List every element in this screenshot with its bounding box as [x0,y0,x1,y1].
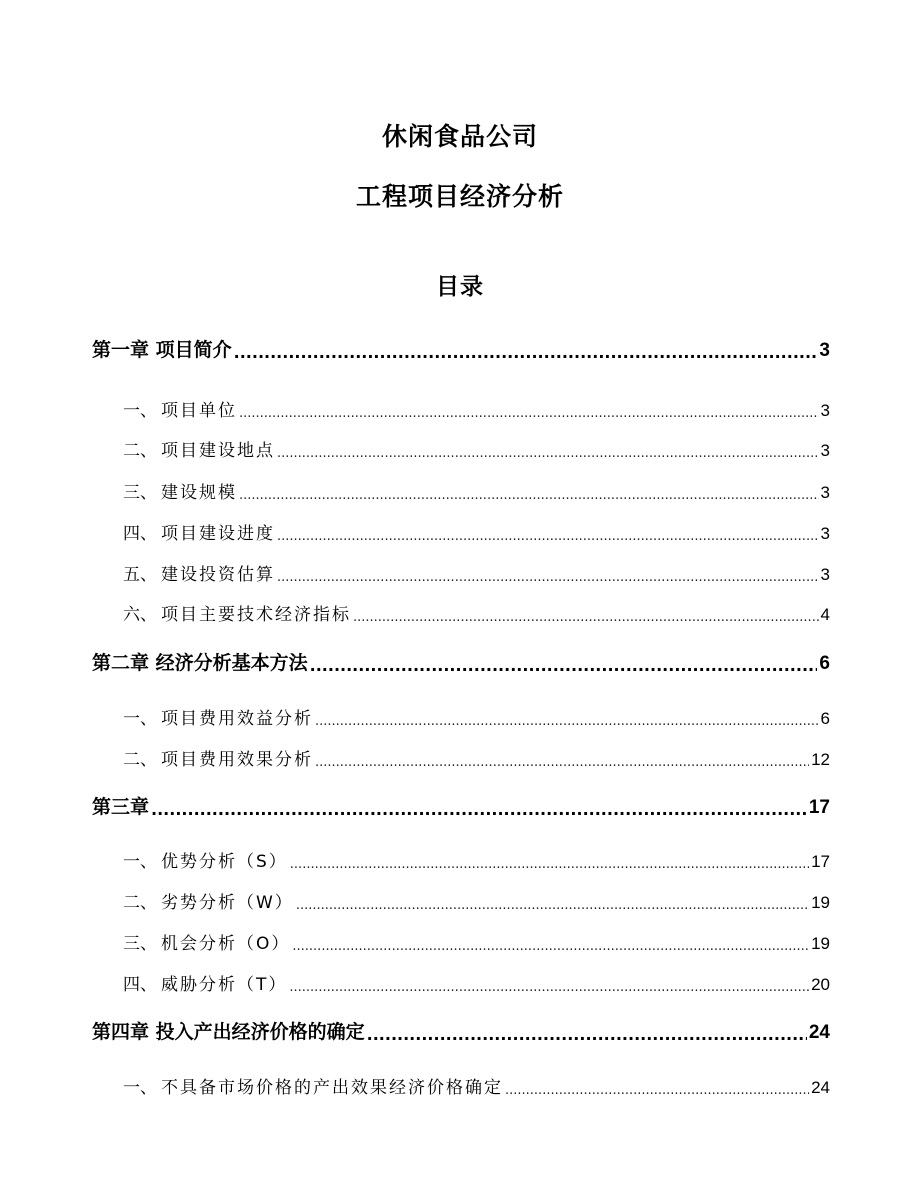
toc-dot-leader [277,570,819,585]
toc-entry-label: 不具备市场价格的产出效果经济价格确定 [161,1078,503,1098]
toc-page-number: 17 [808,797,830,818]
toc-entry-number: 一、 [123,1078,157,1098]
toc-dot-leader [277,446,819,461]
toc-page-number: 3 [820,441,830,460]
toc-page-number: 6 [820,709,830,728]
toc-entry-label: 劣势分析（W） [161,893,294,913]
toc-page-number: 24 [811,1078,830,1097]
toc-entry-label: 项目建设地点 [161,441,275,461]
toc-dot-leader [310,656,818,675]
toc-dot-leader [290,857,809,872]
toc-dot-leader [289,980,809,995]
toc-page-number: 20 [811,975,830,994]
company-title: 休闲食品公司 [381,122,538,151]
toc-entry-label: 优势分析（S） [161,852,288,872]
toc-entry-number: 四、 [123,524,157,544]
toc-page-number: 19 [811,934,830,953]
toc-entry-label: 项目单位 [161,401,237,421]
toc-page-number: 3 [820,524,830,543]
toc-dot-leader [315,714,819,729]
toc-dot-leader [315,755,809,770]
toc-dot-leader [234,343,818,362]
toc-page-number: 24 [808,1022,830,1043]
toc-entry-number: 二、 [123,893,157,913]
toc-section-3-2[interactable] [123,887,830,913]
toc-dot-leader [151,800,807,819]
toc-section-3-3[interactable] [123,928,830,954]
toc-page-number: 12 [811,750,830,769]
toc-dot-leader [277,529,819,544]
toc-page-number: 3 [819,340,830,361]
toc-entry-label: 第三章 [92,796,150,818]
toc-entry-label: 第四章 投入产出经济价格的确定 [92,1021,365,1043]
toc-page-number: 4 [820,605,830,624]
toc-section-3-1[interactable] [123,846,830,872]
toc-entry-number: 三、 [123,483,157,503]
toc-dot-leader [296,898,809,913]
toc-chapter-2[interactable] [92,649,830,675]
toc-page-number: 17 [811,852,830,871]
toc-chapter-3[interactable] [92,793,830,819]
toc-page-number: 3 [820,401,830,420]
toc-section-4-1[interactable] [123,1072,830,1098]
toc-entry-number: 一、 [123,852,157,872]
toc-page-number: 19 [811,893,830,912]
toc-entry-label: 项目建设进度 [161,524,275,544]
toc-section-1-3[interactable] [123,477,830,503]
toc-dot-leader [239,488,819,503]
toc-entry-number: 四、 [123,975,157,995]
toc-chapter-1[interactable] [92,336,830,362]
toc-entry-label: 建设规模 [161,483,237,503]
toc-heading: 目录 [436,274,484,300]
toc-entry-number: 二、 [123,750,157,770]
toc-section-1-5[interactable] [123,559,830,585]
toc-dot-leader [292,939,809,954]
toc-section-2-2[interactable] [123,744,830,770]
toc-entry-label: 威胁分析（T） [161,975,288,995]
toc-entry-number: 一、 [123,401,157,421]
toc-section-1-1[interactable] [123,395,830,421]
report-title: 工程项目经济分析 [355,182,564,211]
toc-entry-label: 建设投资估算 [161,565,275,585]
toc-entry-label: 项目主要技术经济指标 [161,605,351,625]
toc-chapter-4[interactable] [92,1018,830,1044]
toc-entry-number: 三、 [123,934,157,954]
toc-section-1-4[interactable] [123,518,830,544]
toc-entry-label: 项目费用效果分析 [161,750,313,770]
toc-section-3-4[interactable] [123,969,830,995]
toc-section-1-2[interactable] [123,435,830,461]
toc-entry-number: 六、 [123,605,157,625]
toc-entry-number: 五、 [123,565,157,585]
toc-section-1-6[interactable] [123,599,830,625]
toc-entry-label: 第二章 经济分析基本方法 [92,652,308,674]
toc-entry-label: 机会分析（O） [161,934,291,954]
toc-dot-leader [505,1083,809,1098]
toc-section-2-1[interactable] [123,703,830,729]
toc-dot-leader [353,610,819,625]
toc-entry-number: 一、 [123,709,157,729]
toc-dot-leader [239,406,819,421]
toc-page-number: 3 [820,565,830,584]
toc-entry-label: 第一章 项目简介 [92,339,232,361]
toc-page-number: 3 [820,483,830,502]
toc-entry-number: 二、 [123,441,157,461]
toc-entry-label: 项目费用效益分析 [161,709,313,729]
toc-dot-leader [367,1025,807,1044]
toc-page-number: 6 [819,653,830,674]
